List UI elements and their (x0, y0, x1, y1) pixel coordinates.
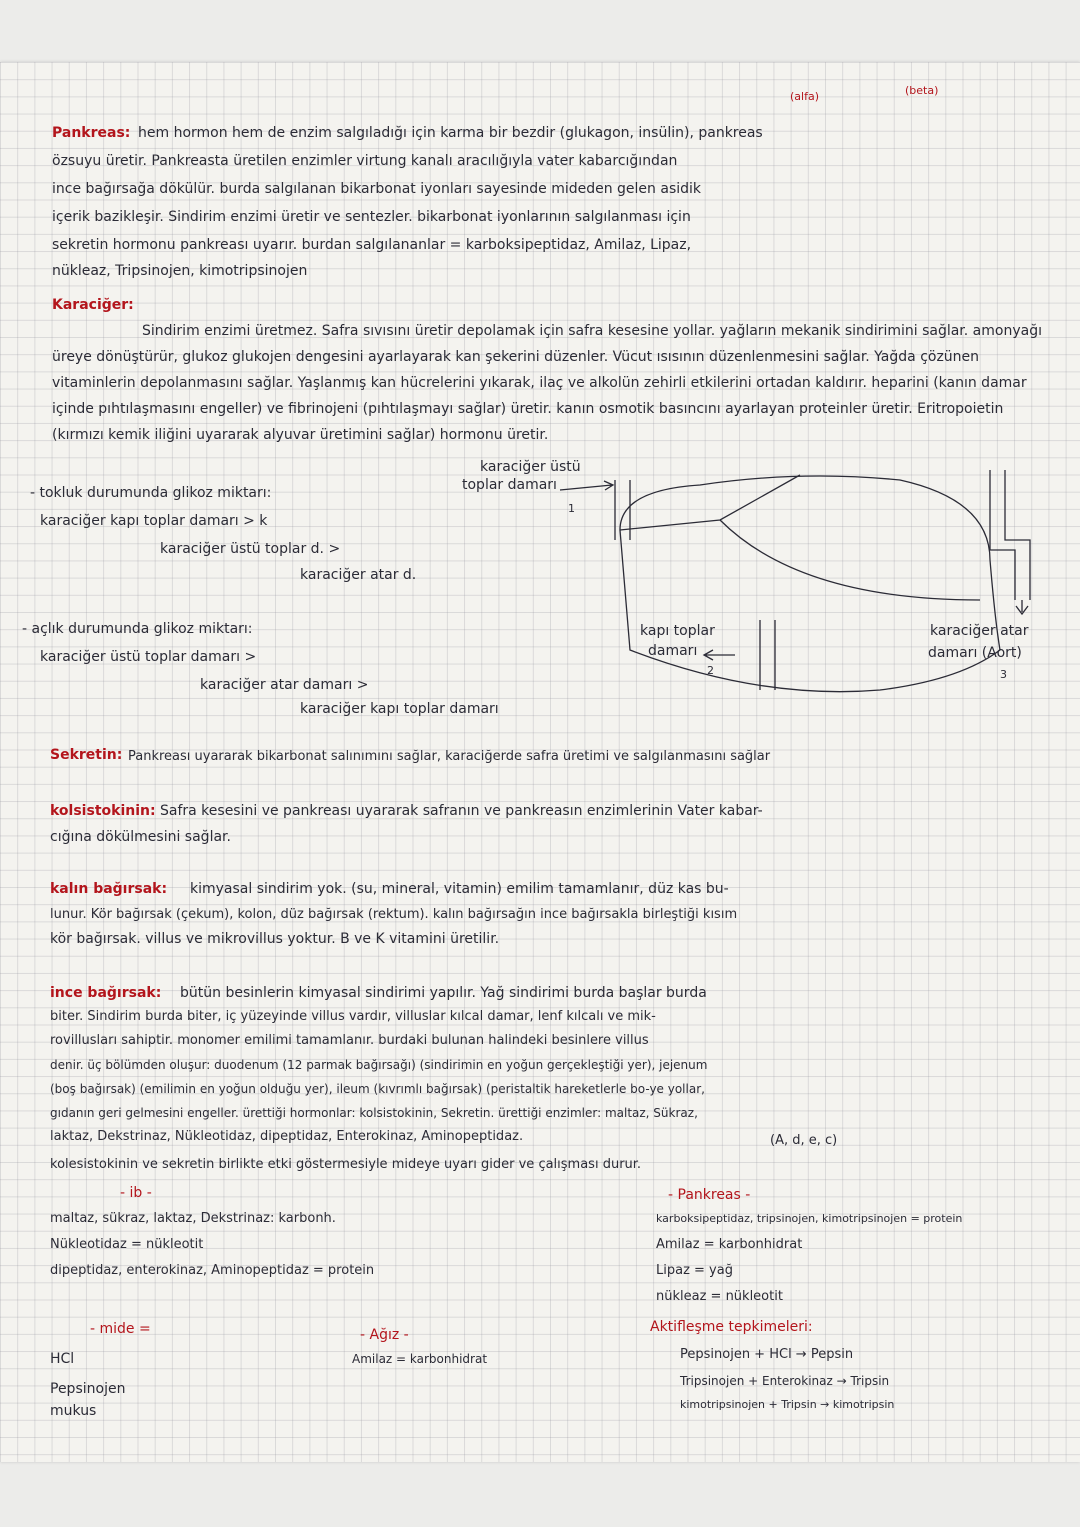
kolesistokinin-heading: kolsistokinin: (50, 803, 156, 819)
label-kapi-damari: damarı (648, 643, 698, 659)
agiz-heading: - Ağız - (360, 1327, 409, 1343)
label-aort: damarı (Aort) (928, 645, 1022, 661)
karaciger-line-3: ortadan kaldırır. heparini (kanın damar içinde pıhtılaşmasını engeller) ve fibrinojeni (pıhtılaşmayı sağlar) (52, 375, 1027, 417)
ib-heading: - ib - (120, 1185, 152, 1201)
pankreas2-line-2: Amilaz = karbonhidrat (656, 1237, 803, 1252)
label-karaciger-ustu: karaciğer üstü (480, 459, 581, 475)
pankreas2-line-4: nükleaz = nükleotit (656, 1289, 783, 1304)
ince-line-8: (A, d, e, c) (770, 1133, 838, 1148)
ince-line-4: denir. üç bölümden oluşur: duodenum (12 parmak bağırsağı) (sindirimin en yoğun gerçekleştiği yer), jejenum (50, 1058, 708, 1072)
label-num-2: 2 (707, 664, 714, 677)
pankreas-line-1: hem hormon hem de enzim salgıladığı için karma bir bezdir (glukagon, insülin), pankreas (138, 125, 763, 141)
kalin-line-2: lunur. Kör bağırsak (çekum), kolon, düz bağırsak (rektum). kalın bağırsağın ince bağırsakla birleştiği kısım (50, 907, 738, 922)
ince-heading: ince bağırsak: (50, 985, 162, 1001)
kolesistokinin-line-1: Safra kesesini ve pankreası uyararak safranın ve pankreasın enzimlerinin Vater kabar- (160, 803, 763, 819)
agiz-line-1: Amilaz = karbonhidrat (352, 1352, 488, 1366)
aorta-arrow (1016, 600, 1028, 614)
karaciger-heading: Karaciğer: (52, 297, 134, 313)
ince-line-3: rovillusları sahiptir. monomer emilimi tamamlanır. burdaki bulunan halindeki besinlere villus (50, 1033, 649, 1048)
ince-line-7: laktaz, Dekstrinaz, Nükleotidaz, dipeptidaz, Enterokinaz, Aminopeptidaz. (50, 1129, 524, 1144)
pankreas-heading: Pankreas: (52, 125, 131, 141)
pankreas2-line-1: karboksipeptidaz, tripsinojen, kimotripsinojen = protein (656, 1212, 963, 1225)
pankreas-line-3: ince bağırsağa dökülür. burda salgılanan bikarbonat iyonları sayesinde mideden gelen asidik (52, 181, 702, 197)
label-karaciger-atar: karaciğer atar (930, 623, 1029, 639)
ince-line-6: gıdanın geri gelmesini engeller. ürettiği hormonlar: kolsistokinin, Sekretin. ürettiği enzimler: maltaz, Sükraz, (50, 1106, 698, 1120)
aclik-item-1: karaciğer üstü toplar damarı > (40, 649, 257, 665)
aclik-title: - açlık durumunda glikoz miktarı: (22, 621, 253, 637)
pankreas-line-4: içerik bazikleşir. Sindirim enzimi üretir ve sentezler. bikarbonat iyonlarının salgılanması için (52, 209, 691, 225)
pankreas-line-6: nükleaz, Tripsinojen, kimotripsinojen (52, 263, 308, 279)
pankreas-line-5: sekretin hormonu pankreası uyarır. burdan salgılananlar = karboksipeptidaz, Amilaz, Lipaz, (52, 237, 692, 253)
ince-line-2: biter. Sindirim burda biter, iç yüzeyinde villus vardır, villuslar kılcal damar, lenf kılcalı ve mik- (50, 1009, 656, 1024)
portal-vein-lines (760, 620, 775, 690)
mide-line-1: HCl (50, 1351, 75, 1367)
aktif-line-2: Tripsinojen + Enterokinaz → Tripsin (680, 1374, 890, 1388)
alfa-note: (alfa) (790, 90, 819, 103)
arrow-1 (560, 481, 613, 490)
pankreas2-heading: - Pankreas - (668, 1187, 751, 1203)
mide-line-2: Pepsinojen (50, 1381, 126, 1397)
ince-line-9: kolesistokinin ve sekretin birlikte etki göstermesiyle mideye uyarı gider ve çalışması durur. (50, 1157, 642, 1172)
hepatic-vein-lines (615, 480, 630, 540)
liver-lobe-line-2 (720, 520, 980, 600)
tokluk-title: - tokluk durumunda glikoz miktarı: (30, 485, 272, 501)
label-num-1: 1 (568, 502, 575, 515)
aorta-lines (990, 470, 1030, 600)
karaciger-line-4: üretir. kanın osmotik basıncını ayarlayan proteinler üretir. Eritropoietin (kırmızı kemik iliğini uyararak alyuvar üretimini sağlar) hormonu üretir. (52, 401, 1004, 443)
label-num-3: 3 (1000, 668, 1007, 681)
ib-line-3: dipeptidaz, enterokinaz, Aminopeptidaz = protein (50, 1263, 375, 1278)
karaciger-line-1: Sindirim enzimi üretmez. Safra sıvısını üretir depolamak için safra kesesine yollar. yağların mekanik sindirimini sağlar. amonyağı üreye dönüştürür, glukoz glukojen dengesini (52, 323, 1042, 365)
ince-line-5: (boş bağırsak) (emilimin en yoğun olduğu yer), ileum (kıvrımlı bağırsak) (peristaltik hareketlerle bo-ye yollar, (50, 1082, 705, 1096)
label-kapi-toplar: kapı toplar (640, 623, 715, 639)
karaciger-line-2: ayarlayarak kan şekerini düzenler. Vücut ısısının düzenlenmesini sağlar. Yağda çözünen vitaminlerin depolanmasını sağlar. Yaşlanmış kan hücrelerini yıkarak, ilaç ve alkolün zehirli etkilerini (52, 349, 980, 391)
ib-line-2: Nükleotidaz = nükleotit (50, 1237, 204, 1252)
aktif-heading: Aktifleşme tepkimeleri: (650, 1319, 813, 1335)
arrow-2 (704, 650, 735, 660)
pankreas-line-2: özsuyu üretir. Pankreasta üretilen enzimler virtung kanalı aracılığıyla vater kabarcığından (52, 153, 678, 169)
kalin-heading: kalın bağırsak: (50, 881, 168, 897)
sekretin-heading: Sekretin: (50, 747, 123, 763)
label-toplar-damari: toplar damarı (462, 477, 557, 493)
mide-heading: - mide = (90, 1321, 151, 1337)
tokluk-item-1: karaciğer kapı toplar damarı > k (40, 513, 268, 529)
kalin-line-3: kör bağırsak. villus ve mikrovillus yoktur. B ve K vitamini üretilir. (50, 931, 500, 947)
tokluk-item-2: karaciğer üstü toplar d. > (160, 541, 341, 557)
ib-line-1: maltaz, sükraz, laktaz, Dekstrinaz: karbonh. (50, 1211, 336, 1226)
kolesistokinin-line-2: cığına dökülmesini sağlar. (50, 829, 231, 845)
beta-note: (beta) (905, 84, 939, 97)
tokluk-item-3: karaciğer atar d. (300, 567, 417, 583)
aktif-line-3: kimotripsinojen + Tripsin → kimotripsin (680, 1398, 895, 1411)
ince-line-1: bütün besinlerin kimyasal sindirimi yapılır. Yağ sindirimi burda başlar burda (180, 985, 707, 1001)
aclik-item-3: karaciğer kapı toplar damarı (300, 701, 499, 717)
aclik-item-2: karaciğer atar damarı > (200, 677, 369, 693)
aktif-line-1: Pepsinojen + HCl → Pepsin (680, 1347, 854, 1362)
mide-line-3: mukus (50, 1403, 97, 1419)
kalin-line-1: kimyasal sindirim yok. (su, mineral, vitamin) emilim tamamlanır, düz kas bu- (190, 881, 729, 897)
pankreas2-line-3: Lipaz = yağ (656, 1263, 733, 1278)
sekretin-text: Pankreası uyararak bikarbonat salınımını sağlar, karaciğerde safra üretimi ve salgılanmasını sağlar (128, 749, 771, 764)
